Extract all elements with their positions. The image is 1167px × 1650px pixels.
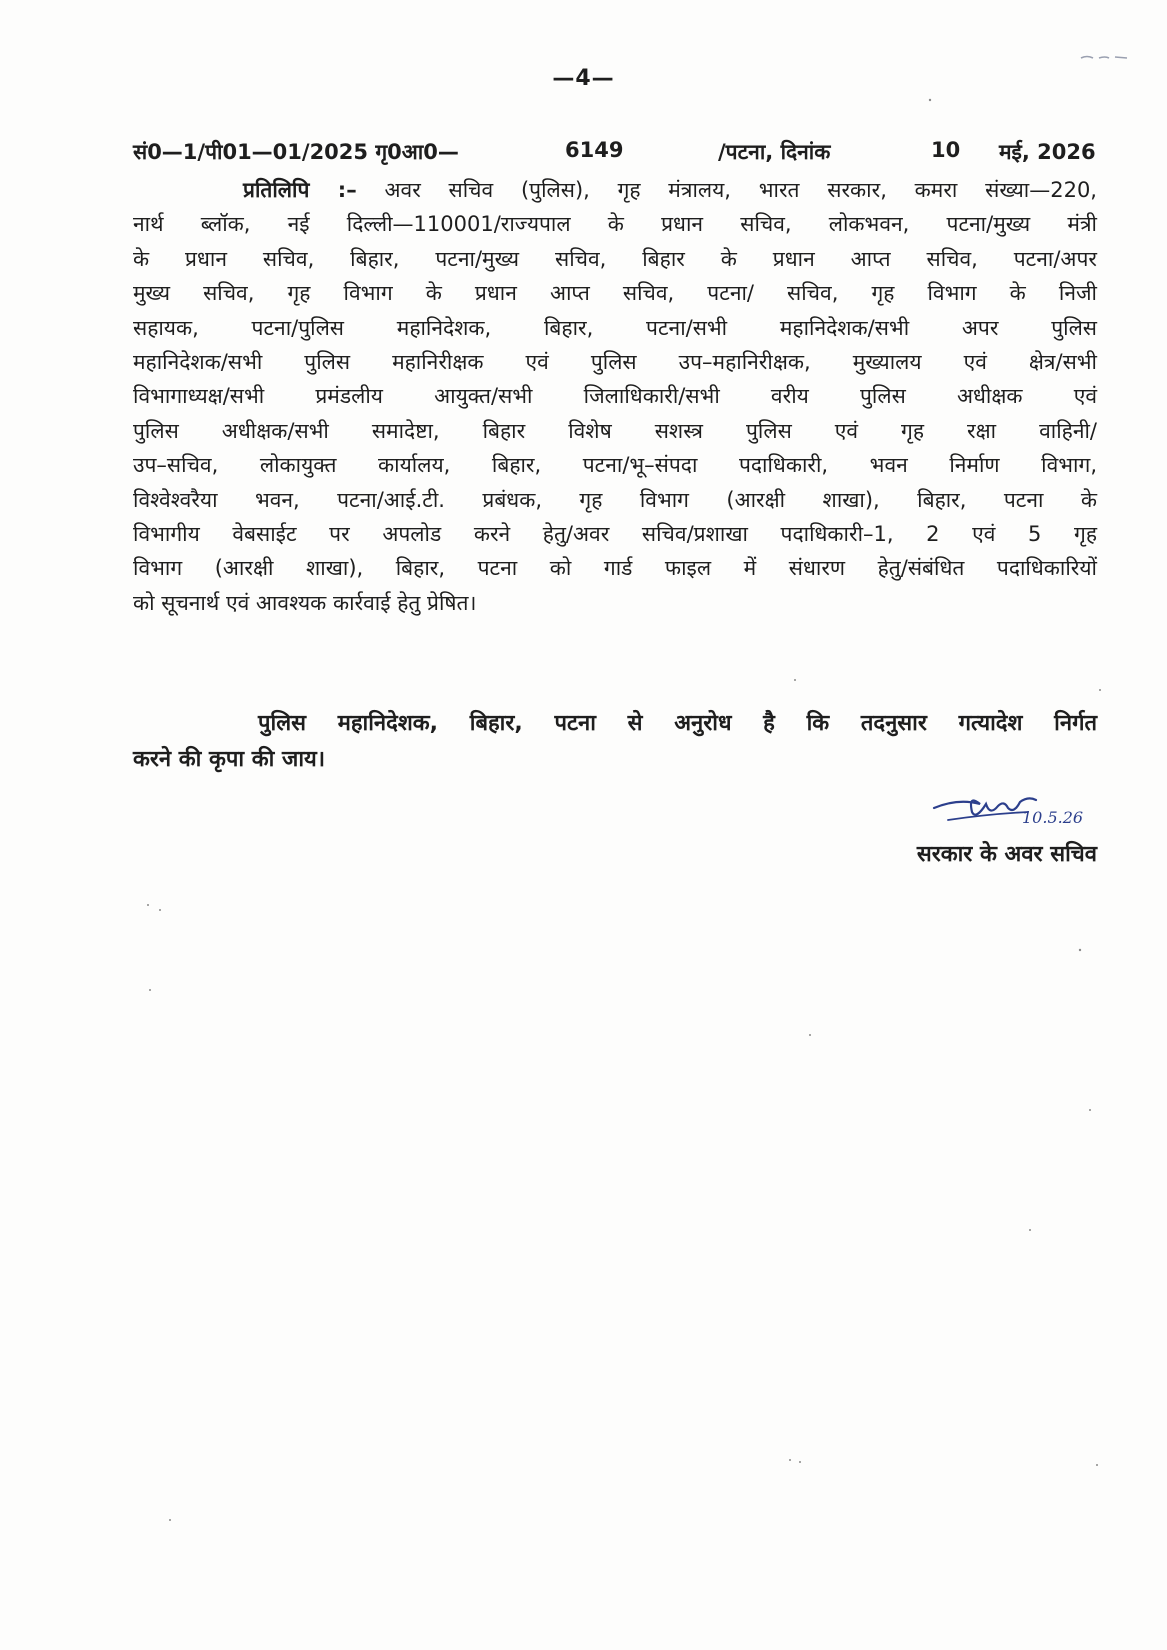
signatory-designation: सरकार के अवर सचिव — [916, 842, 1097, 867]
reference-month-year: मई, 2026 — [999, 140, 1096, 164]
corner-scribble-mark — [1077, 52, 1137, 62]
copy-to-paragraph — [133, 173, 1097, 620]
letter-number: 6149 — [565, 138, 624, 162]
reference-number: सं0—1/पी01—01/2025 गृ0आ0— — [133, 140, 459, 164]
copy-to-line: उप–सचिव, लोकायुक्त कार्यालय, बिहार, पटना/भू–संपदा पदाधिकारी, भवन निर्माण विभाग, — [133, 453, 1097, 478]
copy-to-line: महानिदेशक/सभी पुलिस महानिरीक्षक एवं पुलिस उप–महानिरीक्षक, मुख्यालय एवं क्षेत्र/सभी — [133, 350, 1097, 375]
signature-date: 10.5.26 — [1022, 808, 1084, 827]
copy-to-line: मुख्य सचिव, गृह विभाग के प्रधान आप्त सचिव, पटना/ सचिव, गृह विभाग के निजी — [133, 281, 1097, 306]
copy-to-line: विभाग (आरक्षी शाखा), बिहार, पटना को गार्ड फाइल में संधारण हेतु/संबंधित पदाधिकारियों — [133, 556, 1097, 581]
copy-to-line: के प्रधान सचिव, बिहार, पटना/मुख्य सचिव, बिहार के प्रधान आप्त सचिव, पटना/अपर — [133, 246, 1097, 271]
copy-to-line: विभागीय वेबसाईट पर अपलोड करने हेतु/अवर सचिव/प्रशाखा पदाधिकारी–1, 2 एवं 5 गृह — [133, 522, 1097, 547]
reference-place: /पटना, दिनांक — [718, 140, 831, 164]
reference-day: 10 — [931, 138, 961, 162]
copy-to-label: प्रतिलिपि :– — [243, 178, 357, 202]
request-line: करने की कृपा की जाय। — [133, 747, 326, 772]
copy-to-line: को सूचनार्थ एवं आवश्यक कार्रवाई हेतु प्रेषित। — [133, 590, 477, 615]
copy-to-line: विश्वेश्वरैया भवन, पटना/आई.टी. प्रबंधक, गृह विभाग (आरक्षी शाखा), बिहार, पटना के — [133, 487, 1097, 512]
copy-to-line: नार्थ ब्लॉक, नई दिल्ली—110001/राज्यपाल के प्रधान सचिव, लोकभवन, पटना/मुख्य मंत्री — [133, 212, 1097, 237]
copy-to-line: विभागाध्यक्ष/सभी प्रमंडलीय आयुक्त/सभी जिलाधिकारी/सभी वरीय पुलिस अधीक्षक एवं — [133, 384, 1097, 409]
copy-to-line: सहायक, पटना/पुलिस महानिदेशक, बिहार, पटना/सभी महानिदेशक/सभी अपर पुलिस — [133, 315, 1097, 340]
request-line: पुलिस महानिदेशक, बिहार, पटना से अनुरोध है कि तदनुसार गत्यादेश निर्गत — [258, 711, 1097, 736]
request-paragraph — [133, 706, 1097, 778]
copy-to-line — [133, 173, 1097, 207]
copy-to-text: अवर सचिव (पुलिस), गृह मंत्रालय, भारत सरकार, कमरा संख्या—220, — [384, 178, 1097, 202]
page-number: —4— — [552, 66, 615, 91]
copy-to-line: पुलिस अधीक्षक/सभी समादेष्टा, बिहार विशेष सशस्त्र पुलिस एवं गृह रक्षा वाहिनी/ — [133, 418, 1097, 443]
